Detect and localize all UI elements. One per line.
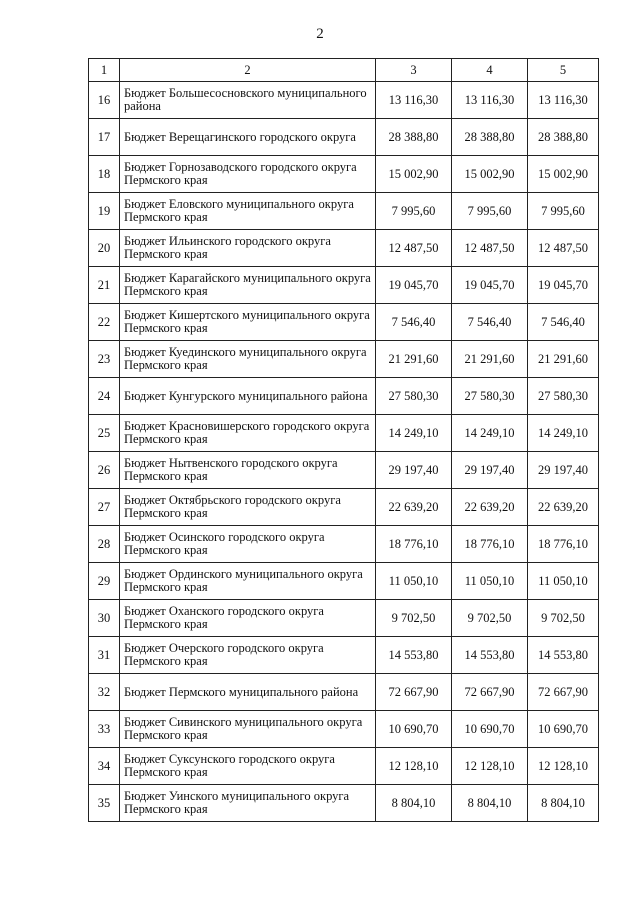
value-col-3: 11 050,10 <box>376 563 452 600</box>
table-row <box>89 748 599 785</box>
row-number: 24 <box>89 378 120 415</box>
budget-name: Бюджет Октябрьского городского округа Пермского края <box>120 489 376 526</box>
value-col-5: 21 291,60 <box>528 341 599 378</box>
value-col-4: 19 045,70 <box>452 267 528 304</box>
budget-name: Бюджет Карагайского муниципального округа Пермского края <box>120 267 376 304</box>
value-col-3: 27 580,30 <box>376 378 452 415</box>
row-number: 22 <box>89 304 120 341</box>
row-number: 30 <box>89 600 120 637</box>
budget-name: Бюджет Оханского городского округа Пермского края <box>120 600 376 637</box>
row-number: 26 <box>89 452 120 489</box>
budget-name: Бюджет Красновишерского городского округа Пермского края <box>120 415 376 452</box>
value-col-5: 27 580,30 <box>528 378 599 415</box>
budget-name: Бюджет Верещагинского городского округа <box>120 119 376 156</box>
row-number: 19 <box>89 193 120 230</box>
header-row <box>89 59 599 82</box>
table-row <box>89 82 599 119</box>
value-col-4: 27 580,30 <box>452 378 528 415</box>
value-col-4: 11 050,10 <box>452 563 528 600</box>
header-cell-1: 1 <box>89 59 120 82</box>
value-col-5: 14 553,80 <box>528 637 599 674</box>
table-row <box>89 415 599 452</box>
value-col-3: 19 045,70 <box>376 267 452 304</box>
value-col-5: 7 546,40 <box>528 304 599 341</box>
budget-name: Бюджет Осинского городского округа Пермского края <box>120 526 376 563</box>
header-cell-3: 3 <box>376 59 452 82</box>
budget-name: Бюджет Кунгурского муниципального района <box>120 378 376 415</box>
budget-name: Бюджет Ординского муниципального округа Пермского края <box>120 563 376 600</box>
page-number: 2 <box>316 26 324 42</box>
budget-table <box>88 58 599 822</box>
value-col-4: 29 197,40 <box>452 452 528 489</box>
value-col-3: 7 546,40 <box>376 304 452 341</box>
header-cell-5: 5 <box>528 59 599 82</box>
value-col-5: 7 995,60 <box>528 193 599 230</box>
table-row <box>89 193 599 230</box>
value-col-5: 18 776,10 <box>528 526 599 563</box>
row-number: 31 <box>89 637 120 674</box>
value-col-4: 28 388,80 <box>452 119 528 156</box>
value-col-4: 15 002,90 <box>452 156 528 193</box>
value-col-5: 22 639,20 <box>528 489 599 526</box>
row-number: 33 <box>89 711 120 748</box>
value-col-3: 14 553,80 <box>376 637 452 674</box>
table-row <box>89 600 599 637</box>
value-col-3: 8 804,10 <box>376 785 452 822</box>
budget-name: Бюджет Пермского муниципального района <box>120 674 376 711</box>
table-row <box>89 563 599 600</box>
budget-name: Бюджет Ильинского городского округа Пермского края <box>120 230 376 267</box>
value-col-4: 72 667,90 <box>452 674 528 711</box>
value-col-5: 12 487,50 <box>528 230 599 267</box>
value-col-3: 28 388,80 <box>376 119 452 156</box>
value-col-3: 22 639,20 <box>376 489 452 526</box>
table-row <box>89 119 599 156</box>
row-number: 17 <box>89 119 120 156</box>
value-col-5: 19 045,70 <box>528 267 599 304</box>
table-header <box>89 59 599 82</box>
table-row <box>89 267 599 304</box>
value-col-5: 9 702,50 <box>528 600 599 637</box>
value-col-3: 15 002,90 <box>376 156 452 193</box>
table-row <box>89 637 599 674</box>
budget-name: Бюджет Суксунского городского округа Пермского края <box>120 748 376 785</box>
budget-name: Бюджет Очерского городского округа Пермского края <box>120 637 376 674</box>
row-number: 16 <box>89 82 120 119</box>
value-col-4: 12 128,10 <box>452 748 528 785</box>
table-row <box>89 489 599 526</box>
value-col-5: 15 002,90 <box>528 156 599 193</box>
table-row <box>89 304 599 341</box>
table-body <box>89 82 599 822</box>
value-col-4: 7 546,40 <box>452 304 528 341</box>
budget-name: Бюджет Еловского муниципального округа Пермского края <box>120 193 376 230</box>
budget-name: Бюджет Горнозаводского городского округа Пермского края <box>120 156 376 193</box>
value-col-4: 13 116,30 <box>452 82 528 119</box>
row-number: 27 <box>89 489 120 526</box>
row-number: 23 <box>89 341 120 378</box>
value-col-5: 13 116,30 <box>528 82 599 119</box>
value-col-3: 72 667,90 <box>376 674 452 711</box>
value-col-4: 9 702,50 <box>452 600 528 637</box>
value-col-5: 10 690,70 <box>528 711 599 748</box>
row-number: 21 <box>89 267 120 304</box>
table-row <box>89 156 599 193</box>
value-col-3: 12 128,10 <box>376 748 452 785</box>
row-number: 28 <box>89 526 120 563</box>
value-col-3: 10 690,70 <box>376 711 452 748</box>
row-number: 18 <box>89 156 120 193</box>
value-col-4: 21 291,60 <box>452 341 528 378</box>
value-col-4: 22 639,20 <box>452 489 528 526</box>
value-col-4: 7 995,60 <box>452 193 528 230</box>
value-col-3: 21 291,60 <box>376 341 452 378</box>
value-col-3: 7 995,60 <box>376 193 452 230</box>
table-row <box>89 711 599 748</box>
value-col-5: 11 050,10 <box>528 563 599 600</box>
row-number: 35 <box>89 785 120 822</box>
header-cell-4: 4 <box>452 59 528 82</box>
table-row <box>89 526 599 563</box>
value-col-4: 10 690,70 <box>452 711 528 748</box>
row-number: 20 <box>89 230 120 267</box>
value-col-5: 12 128,10 <box>528 748 599 785</box>
value-col-5: 29 197,40 <box>528 452 599 489</box>
table-row <box>89 452 599 489</box>
value-col-5: 8 804,10 <box>528 785 599 822</box>
table-row <box>89 341 599 378</box>
budget-name: Бюджет Куединского муниципального округа Пермского края <box>120 341 376 378</box>
budget-name: Бюджет Нытвенского городского округа Пермского края <box>120 452 376 489</box>
value-col-3: 12 487,50 <box>376 230 452 267</box>
value-col-3: 29 197,40 <box>376 452 452 489</box>
row-number: 29 <box>89 563 120 600</box>
row-number: 34 <box>89 748 120 785</box>
value-col-4: 18 776,10 <box>452 526 528 563</box>
budget-name: Бюджет Большесосновского муниципального района <box>120 82 376 119</box>
header-cell-2: 2 <box>120 59 376 82</box>
value-col-5: 72 667,90 <box>528 674 599 711</box>
budget-name: Бюджет Уинского муниципального округа Пермского края <box>120 785 376 822</box>
value-col-3: 18 776,10 <box>376 526 452 563</box>
value-col-4: 8 804,10 <box>452 785 528 822</box>
value-col-4: 12 487,50 <box>452 230 528 267</box>
budget-name: Бюджет Кишертского муниципального округа Пермского края <box>120 304 376 341</box>
value-col-4: 14 249,10 <box>452 415 528 452</box>
row-number: 32 <box>89 674 120 711</box>
value-col-3: 14 249,10 <box>376 415 452 452</box>
table-row <box>89 785 599 822</box>
value-col-5: 14 249,10 <box>528 415 599 452</box>
budget-name: Бюджет Сивинского муниципального округа Пермского края <box>120 711 376 748</box>
table-row <box>89 674 599 711</box>
value-col-4: 14 553,80 <box>452 637 528 674</box>
table-row <box>89 378 599 415</box>
table-row <box>89 230 599 267</box>
value-col-5: 28 388,80 <box>528 119 599 156</box>
value-col-3: 9 702,50 <box>376 600 452 637</box>
value-col-3: 13 116,30 <box>376 82 452 119</box>
row-number: 25 <box>89 415 120 452</box>
